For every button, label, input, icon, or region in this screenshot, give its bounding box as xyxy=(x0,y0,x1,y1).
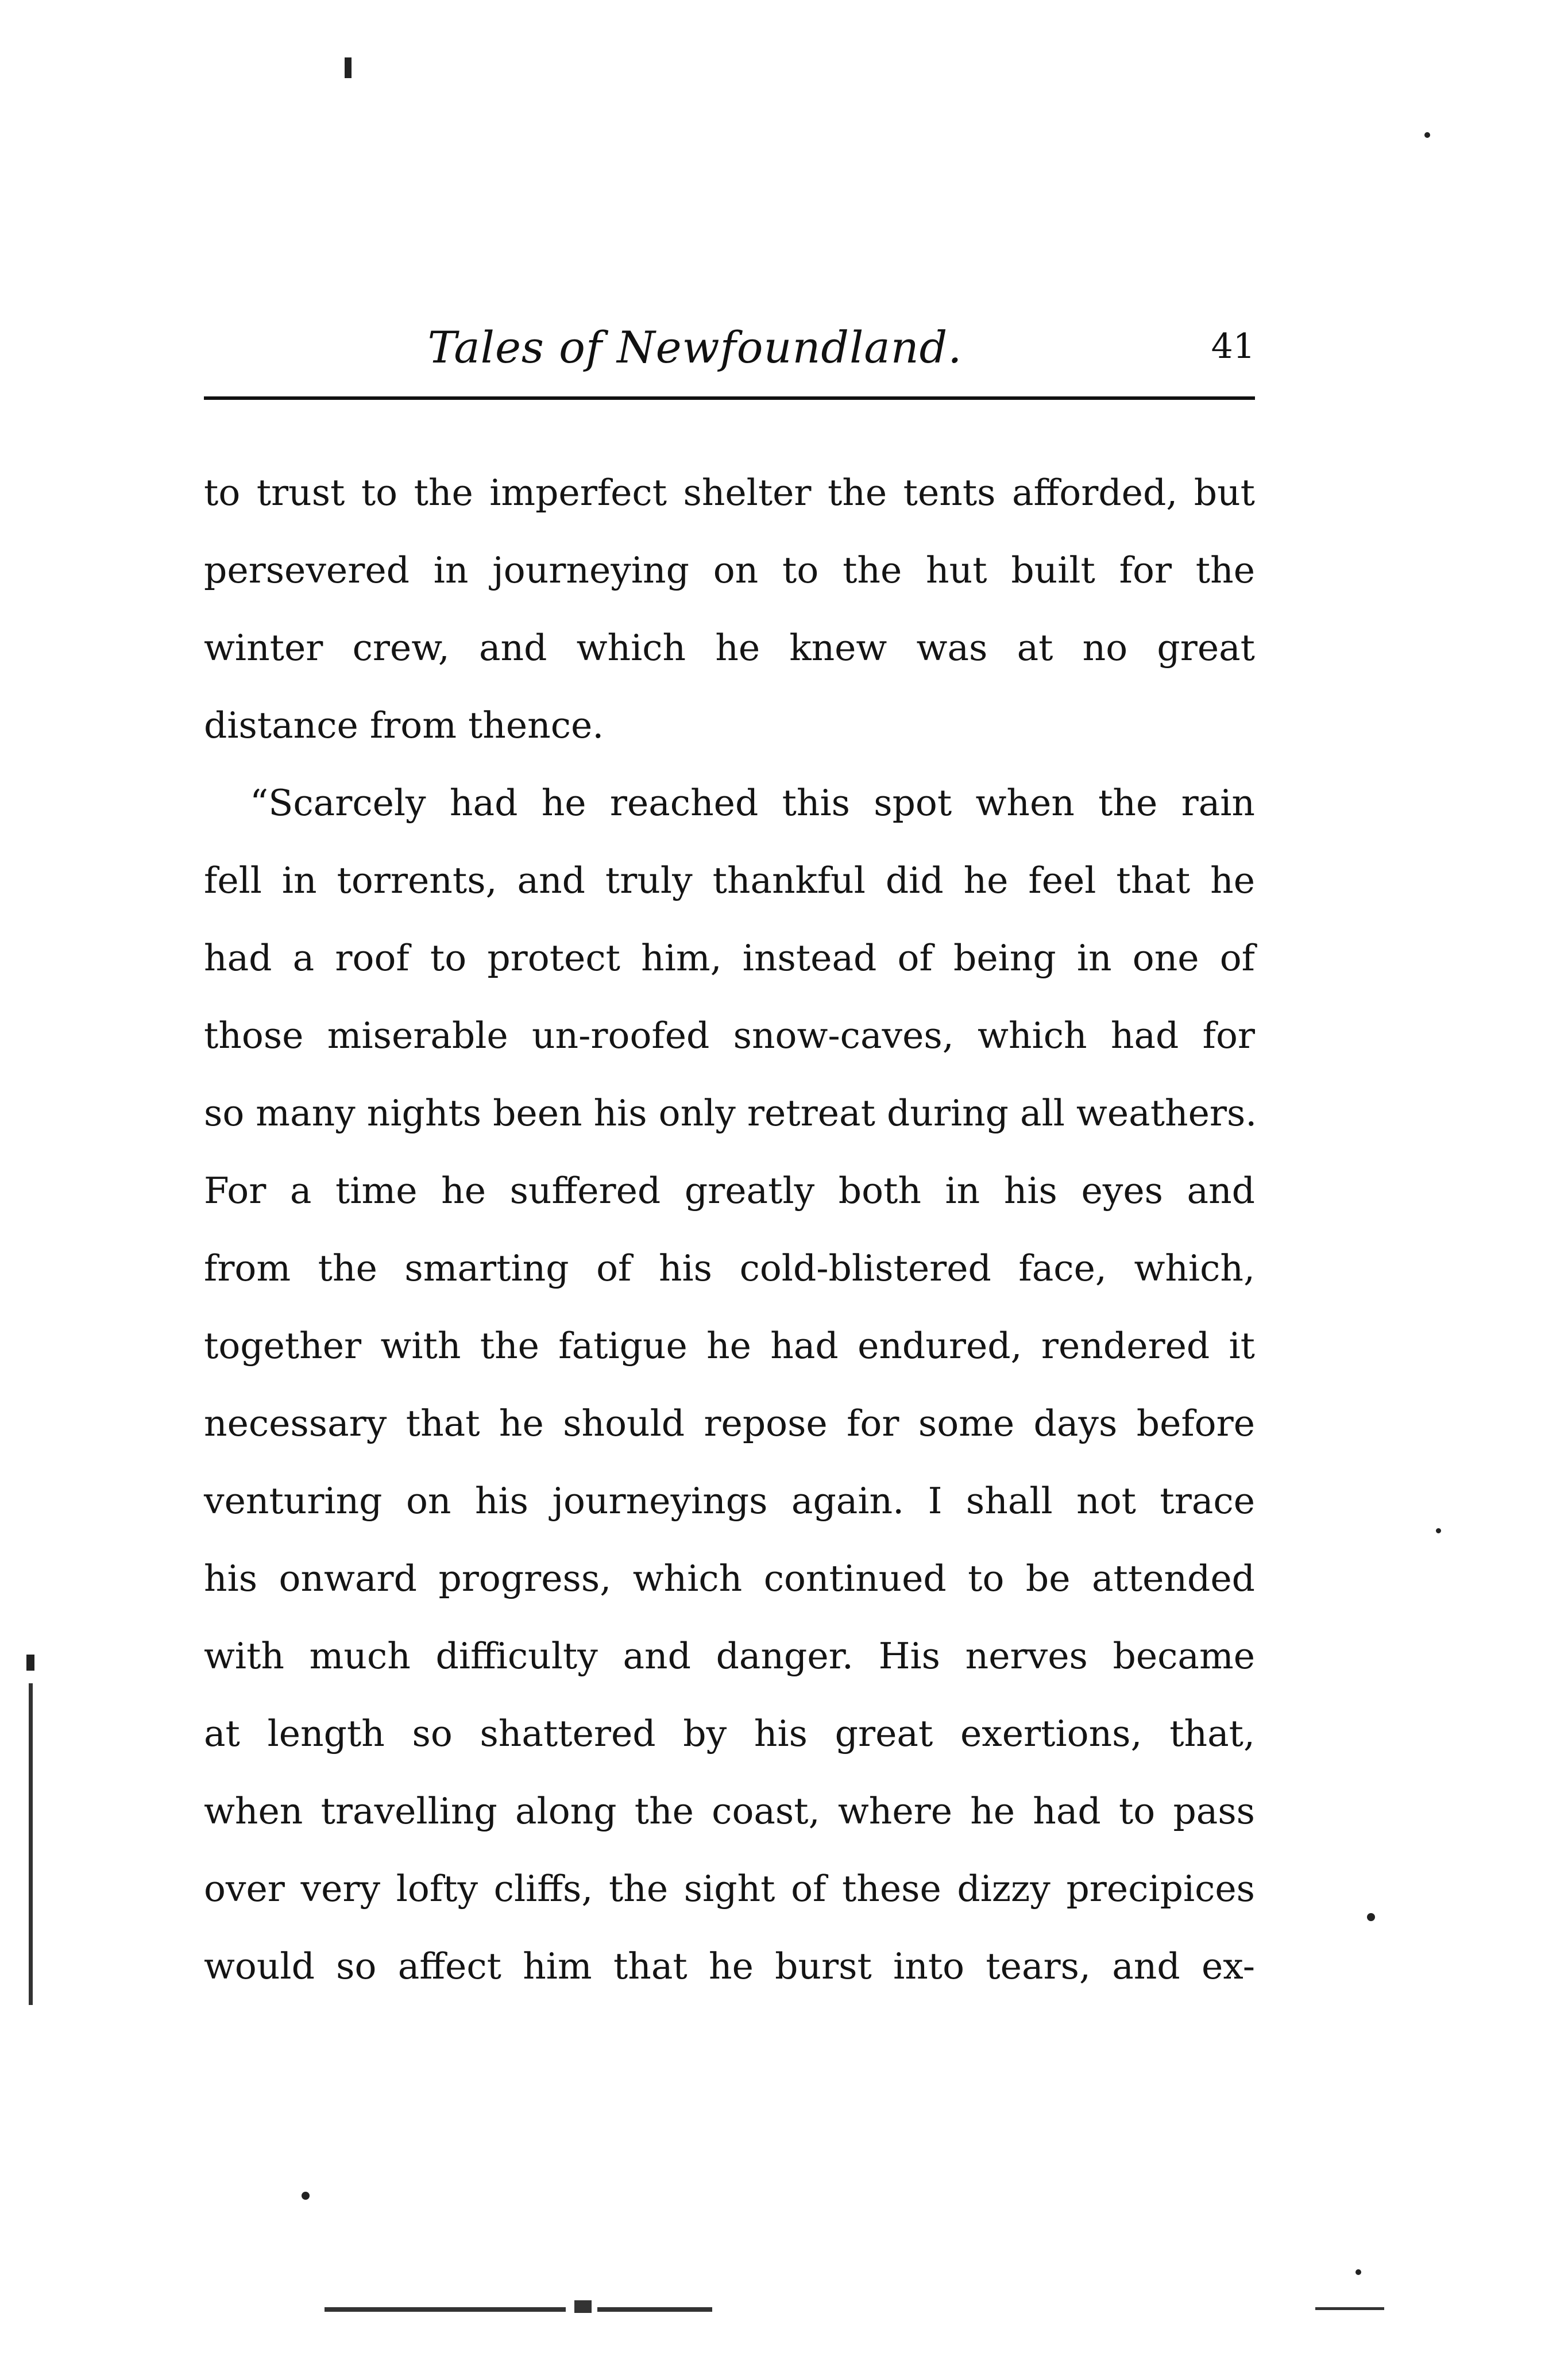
text-line: from the smarting of his cold-blistered face, which, xyxy=(204,1247,1255,1289)
text-line: his onward progress, which continued to be attended xyxy=(204,1557,1255,1599)
text-line: would so affect him that he burst into tears, and ex- xyxy=(204,1945,1255,1987)
text-line: necessary that he should repose for some days before xyxy=(204,1402,1255,1444)
paragraph-first-line: “Scarcely had he reached this spot when the rain xyxy=(250,782,1255,824)
header-rule xyxy=(204,396,1255,400)
scan-artifact xyxy=(574,2300,592,2313)
scan-artifact xyxy=(1355,2269,1361,2275)
scan-artifact xyxy=(302,2192,310,2200)
text-line: to trust to the imperfect shelter the tents afforded, but xyxy=(204,472,1255,514)
text-line: together with the fatigue he had endured, rendered it xyxy=(204,1325,1255,1367)
text-line: persevered in journeying on to the hut built for the xyxy=(204,549,1255,591)
text-line: with much difficulty and danger. His nerves became xyxy=(204,1635,1255,1677)
scan-artifact xyxy=(597,2307,712,2312)
scan-artifact xyxy=(1436,1528,1441,1533)
text-line: distance from thence. xyxy=(204,704,604,746)
text-line: those miserable un-roofed snow-caves, which had for xyxy=(204,1015,1255,1057)
scan-artifact xyxy=(1367,1913,1375,1921)
scan-artifact xyxy=(325,2307,566,2312)
text-line: so many nights been his only retreat during all weathers. xyxy=(204,1092,1257,1134)
running-title: Tales of Newfoundland. xyxy=(427,322,963,373)
text-line: venturing on his journeyings again. I shall not trace xyxy=(204,1480,1255,1522)
scan-artifact xyxy=(345,57,352,78)
scan-artifact xyxy=(1424,132,1430,138)
body-text xyxy=(204,454,1255,2005)
text-line: over very lofty cliffs, the sight of these dizzy precipices xyxy=(204,1868,1255,1910)
page-header xyxy=(204,310,1255,396)
text-line: fell in torrents, and truly thankful did he feel that he xyxy=(204,859,1255,901)
page-number: 41 xyxy=(1211,326,1255,367)
text-line: at length so shattered by his great exertions, that, xyxy=(204,1713,1255,1755)
scan-artifact xyxy=(26,1655,34,1671)
scan-artifact xyxy=(29,1683,33,2005)
scan-artifact xyxy=(1315,2307,1384,2310)
text-line: winter crew, and which he knew was at no great xyxy=(204,627,1255,669)
text-line: when travelling along the coast, where he had to pass xyxy=(204,1790,1255,1832)
text-line: For a time he suffered greatly both in his eyes and xyxy=(204,1170,1255,1212)
text-line: had a roof to protect him, instead of being in one of xyxy=(204,937,1255,979)
